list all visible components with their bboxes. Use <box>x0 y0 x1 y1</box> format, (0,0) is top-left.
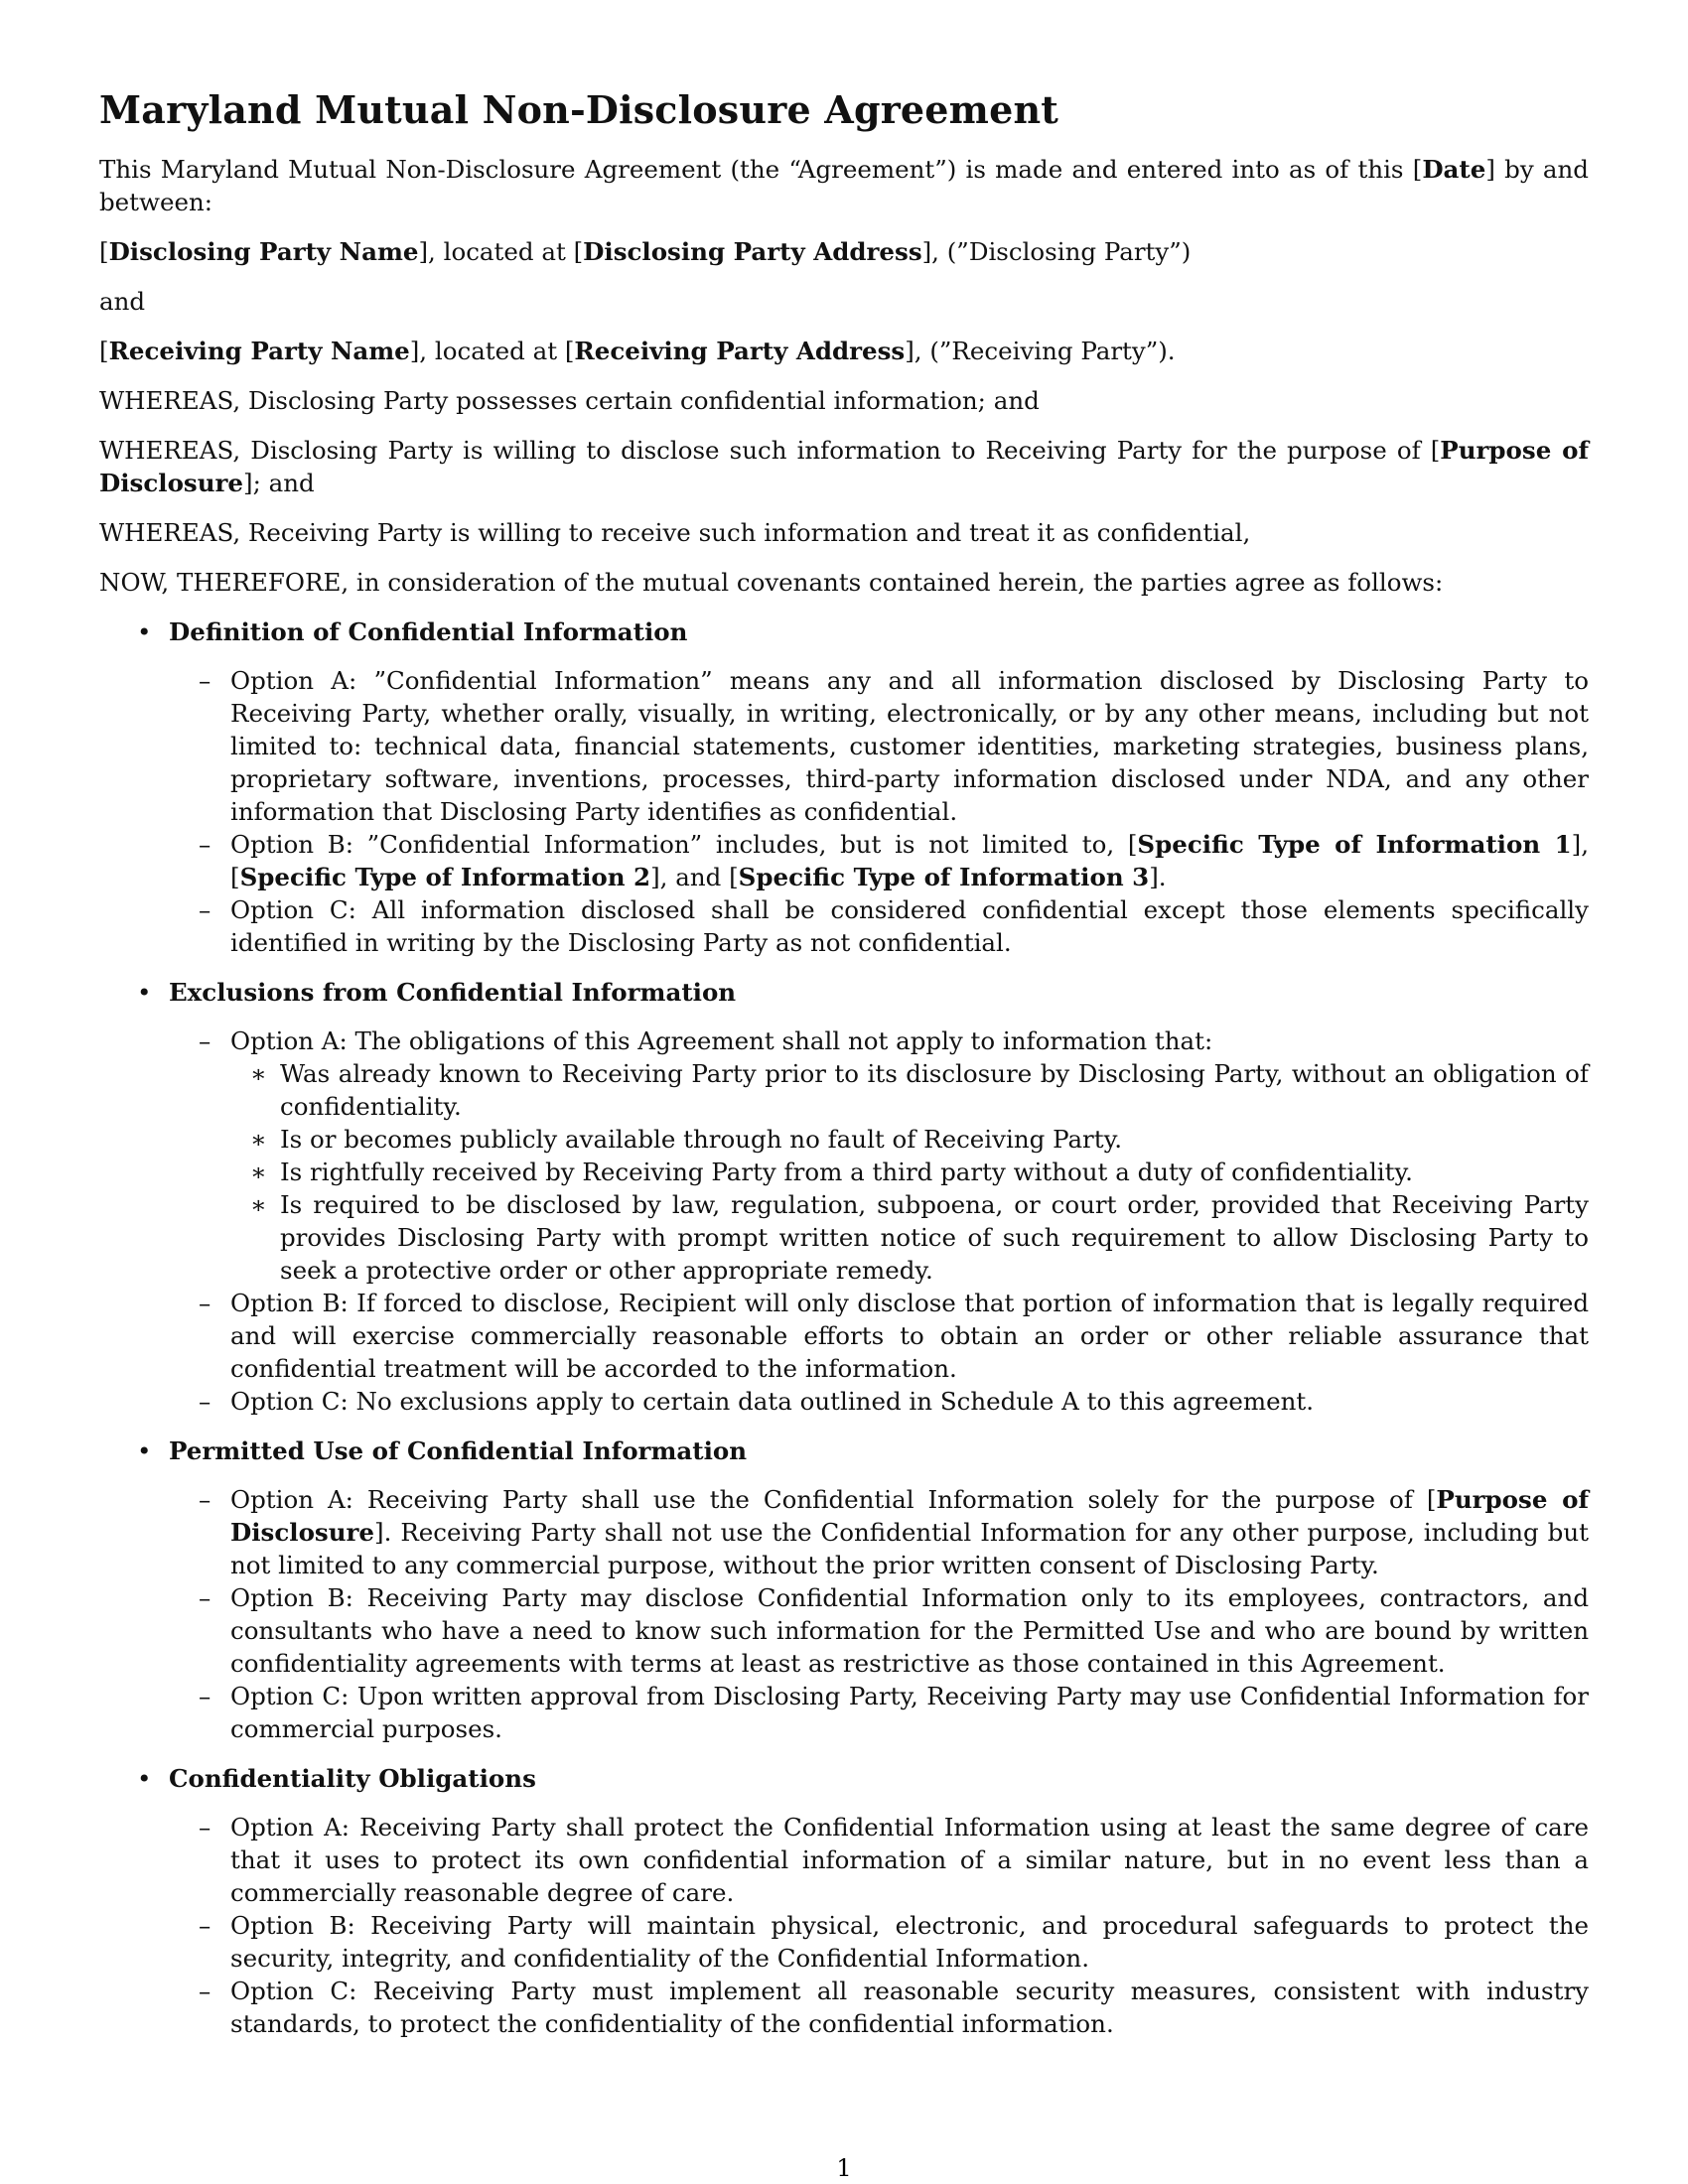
option-b <box>99 828 1589 893</box>
option-text: Option A: The obligations of this Agreement shall not apply to information that: <box>230 1026 1213 1055</box>
dash-icon: – <box>199 1911 211 1940</box>
now-therefore: NOW, THEREFORE, in consideration of the mutual covenants contained herein, the parties agree as follows: <box>99 568 1444 597</box>
page-number: 1 <box>836 2154 852 2182</box>
and-line: and <box>99 287 146 316</box>
section-title-text: Definition of Confidential Information <box>169 617 688 646</box>
sub-item-text: Is or becomes publicly available through no fault of Receiving Party. <box>280 1125 1122 1154</box>
date-placeholder: Date <box>1422 155 1486 184</box>
dash-icon: – <box>199 1026 211 1055</box>
sub-item <box>99 1156 1589 1188</box>
option-text: Option C: All information disclosed shall be considered confidential except those elements specifically identified in writing by the Disclosing Party as not confidential. <box>230 895 1589 957</box>
dash-icon: – <box>199 1387 211 1416</box>
sub-item <box>99 1123 1589 1156</box>
section-title-text: Permitted Use of Confidential Information <box>169 1436 748 1465</box>
option-text: Option C: No exclusions apply to certain data outlined in Schedule A to this agreement. <box>230 1387 1315 1416</box>
option-list <box>99 1811 1589 2040</box>
option-text: ]. <box>1149 863 1167 891</box>
receiving-party-line <box>99 335 1589 367</box>
option-text: Option C: Upon written approval from Disclosing Party, Receiving Party may use Confidential Information for commercial purposes. <box>230 1682 1589 1743</box>
option-text: Option A: Receiving Party shall protect the Confidential Information using at least the same degree of care that it uses to protect its own confidential information of a similar nature, but in no event less than a commercially reasonable degree of care. <box>230 1813 1589 1907</box>
located-at-text: ], located at [ <box>418 237 584 266</box>
sub-item <box>99 1057 1589 1123</box>
whereas-3: WHEREAS, Receiving Party is willing to receive such information and treat it as confidential, <box>99 518 1251 547</box>
option-a <box>99 664 1589 828</box>
whereas-2-end: ]; and <box>243 469 315 497</box>
section-title <box>99 1434 1589 1467</box>
receiving-party-address-placeholder: Receiving Party Address <box>574 337 906 365</box>
dash-icon: – <box>199 666 211 695</box>
asterisk-icon: ∗ <box>250 1059 267 1088</box>
option-text: Option B: Receiving Party may disclose Confidential Information only to its employees, contractors, and consultants who have a need to know such information for the Permitted Use and who are bound by written confidentiality agreements with terms at least as restrictive as those contained in this Agreement. <box>230 1583 1589 1678</box>
disclosing-party-line <box>99 235 1589 268</box>
option-text: Option B: If forced to disclose, Recipient will only disclose that portion of information that is legally required and will exercise commercially reasonable efforts to obtain an order or other reliable assurance that confidential treatment will be accorded to the information. <box>230 1289 1589 1383</box>
option-b <box>99 1581 1589 1680</box>
dash-icon: – <box>199 830 211 859</box>
asterisk-icon: ∗ <box>250 1158 267 1186</box>
section-title-text: Exclusions from Confidential Information <box>169 978 737 1007</box>
option-text: ], and [ <box>650 863 739 891</box>
whereas-2-text: WHEREAS, Disclosing Party is willing to disclose such information to Receiving Party for the purpose of [ <box>99 436 1441 465</box>
section-title <box>99 1762 1589 1795</box>
bullet-icon: • <box>137 617 152 646</box>
intro-text-after: ] by and between: <box>99 155 1589 216</box>
option-a <box>99 1811 1589 1909</box>
purpose-placeholder: Purpose of Disclosure <box>230 1485 1589 1547</box>
info-type-1-placeholder: Specific Type of Information 1 <box>1137 830 1572 859</box>
dash-icon: – <box>199 1977 211 2005</box>
info-type-3-placeholder: Specific Type of Information 3 <box>738 863 1150 891</box>
whereas-1: WHEREAS, Disclosing Party possesses certain confidential information; and <box>99 386 1040 415</box>
option-text: Option B: ”Confidential Information” includes, but is not limited to, [ <box>230 830 1138 859</box>
disclosing-party-address-placeholder: Disclosing Party Address <box>583 237 922 266</box>
dash-icon: – <box>199 1583 211 1612</box>
sub-item-text: Is required to be disclosed by law, regulation, subpoena, or court order, provided that Receiving Party provides Disclosing Party with prompt written notice of such requirement to allow Disclosing Party to seek a protective order or other appropriate remedy. <box>280 1190 1589 1285</box>
section-definition <box>99 615 1589 959</box>
asterisk-icon: ∗ <box>250 1125 267 1154</box>
section-permitted-use <box>99 1434 1589 1745</box>
dash-icon: – <box>199 895 211 924</box>
purpose-placeholder: Purpose of Disclosure <box>99 436 1589 497</box>
disclosing-party-label: ], (”Disclosing Party”) <box>921 237 1192 266</box>
option-a <box>99 1483 1589 1581</box>
sub-item <box>99 1188 1589 1287</box>
section-title <box>99 615 1589 648</box>
option-c <box>99 1680 1589 1745</box>
option-text: ]. Receiving Party shall not use the Confidential Information for any other purpose, including but not limited to any commercial purpose, without the prior written consent of Disclosing Party. <box>230 1518 1589 1579</box>
dash-icon: – <box>199 1813 211 1842</box>
sub-item-text: Was already known to Receiving Party prior to its disclosure by Disclosing Party, without an obligation of confidentiality. <box>280 1059 1589 1121</box>
option-c <box>99 893 1589 959</box>
receiving-party-label: ], (”Receiving Party”). <box>905 337 1176 365</box>
bracket-open: [ <box>99 337 109 365</box>
document-page <box>99 0 1589 2040</box>
option-a <box>99 1024 1589 1057</box>
dash-icon: – <box>199 1682 211 1710</box>
intro-paragraph <box>99 153 1589 218</box>
option-text: Option A: ”Confidential Information” means any and all information disclosed by Disclosing Party to Receiving Party, whether orally, visually, in writing, electronically, or by any other means, including but not limited to: technical data, financial statements, customer identities, marketing strategies, business plans, proprietary software, inventions, processes, third-party information disclosed under NDA, and any other information that Disclosing Party identifies as confidential. <box>230 666 1589 826</box>
bullet-icon: • <box>137 1436 152 1465</box>
intro-text-before: This Maryland Mutual Non-Disclosure Agreement (the “Agreement”) is made and entered into as of this [ <box>99 155 1423 184</box>
dash-icon: – <box>199 1289 211 1317</box>
dash-icon: – <box>199 1485 211 1514</box>
receiving-party-name-placeholder: Receiving Party Name <box>108 337 410 365</box>
option-c <box>99 1385 1589 1418</box>
option-b <box>99 1909 1589 1975</box>
section-title <box>99 976 1589 1009</box>
option-text: Option C: Receiving Party must implement all reasonable security measures, consistent with industry standards, to protect the confidentiality of the confidential information. <box>230 1977 1589 2038</box>
disclosing-party-name-placeholder: Disclosing Party Name <box>108 237 419 266</box>
located-at-text: ], located at [ <box>409 337 575 365</box>
asterisk-icon: ∗ <box>250 1190 267 1219</box>
whereas-2 <box>99 434 1589 499</box>
section-confidentiality-obligations <box>99 1762 1589 2040</box>
option-list <box>99 1024 1589 1418</box>
option-text: ], [ <box>230 830 1589 891</box>
section-title-text: Confidentiality Obligations <box>169 1764 536 1793</box>
option-text: Option B: Receiving Party will maintain physical, electronic, and procedural safeguards to protect the security, integrity, and confidentiality of the Confidential Information. <box>230 1911 1589 1973</box>
bullet-icon: • <box>137 1764 152 1793</box>
option-list <box>99 1483 1589 1745</box>
option-text: Option A: Receiving Party shall use the Confidential Information solely for the purpose of [ <box>230 1485 1437 1514</box>
document-title: Maryland Mutual Non-Disclosure Agreement <box>99 87 1059 132</box>
bracket-open: [ <box>99 237 109 266</box>
option-list <box>99 664 1589 959</box>
section-exclusions <box>99 976 1589 1418</box>
option-b <box>99 1287 1589 1385</box>
info-type-2-placeholder: Specific Type of Information 2 <box>239 863 651 891</box>
bullet-icon: • <box>137 978 152 1007</box>
option-c <box>99 1975 1589 2040</box>
sub-item-text: Is rightfully received by Receiving Party from a third party without a duty of confidentiality. <box>280 1158 1413 1186</box>
